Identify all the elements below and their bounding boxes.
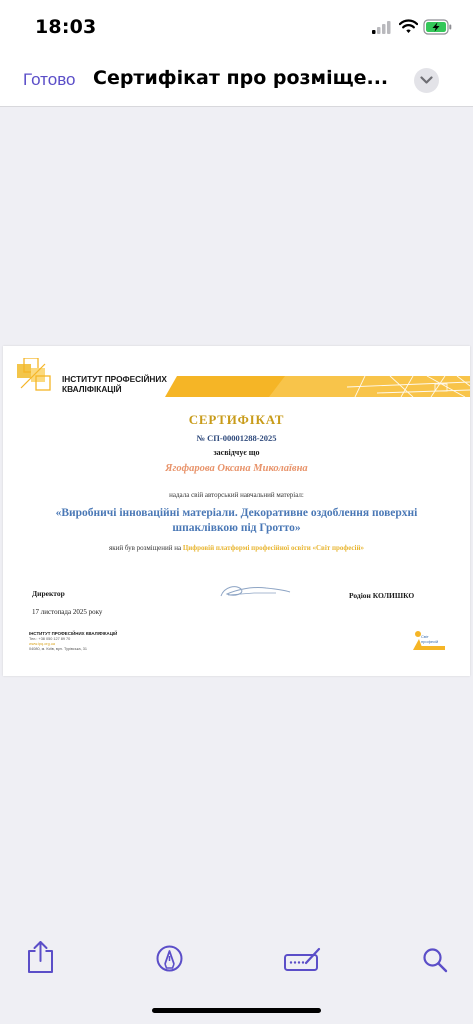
share-icon [27, 940, 54, 974]
certificate-number: № СП-00001288-2025 [196, 433, 277, 443]
signature-icon [284, 947, 321, 972]
share-button[interactable] [27, 940, 54, 979]
platform-logo-text: Світ професій [421, 634, 439, 644]
footer-institute-name: ІНСТИТУТ ПРОФЕСІЙНИХ КВАЛІФІКАЦІЙ [29, 631, 118, 636]
certifies-text: засвідчує що [213, 448, 260, 457]
placement-text [3, 544, 470, 552]
institute-name: ІНСТИТУТ ПРОФЕСІЙНИХ КВАЛІФІКАЦІЙ [62, 374, 167, 394]
done-button[interactable]: Готово [23, 70, 76, 89]
recipient-name: Ягофарова Оксана Миколаївна [165, 463, 308, 474]
director-signature [218, 580, 293, 602]
status-time: 18:03 [35, 16, 97, 38]
footer-website: www.ipq.org.ua [29, 642, 55, 646]
search-icon [422, 947, 448, 973]
certificate-date: 17 листопада 2025 року [32, 608, 103, 616]
footer-phone: Тел.: +38 050 127 89 70 [29, 637, 71, 641]
director-name: Родіон КОЛИШКО [349, 591, 415, 600]
certificate-page [3, 346, 470, 676]
title-menu-button[interactable] [414, 68, 439, 93]
director-label: Директор [32, 589, 65, 598]
provided-text: надала свій авторський навчальний матеріал: [169, 491, 304, 499]
markup-button[interactable] [156, 945, 183, 977]
markup-pen-icon [156, 945, 183, 972]
certificate-heading: СЕРТИФІКАТ [188, 412, 285, 427]
material-title: «Виробничі інноваційні матеріали. Декоративне оздоблення поверхні шпаклівкою під Гротто» [55, 507, 418, 534]
institute-logo-icon [15, 358, 61, 394]
header-banner [165, 373, 470, 397]
cellular-signal-icon [372, 21, 392, 39]
wifi-icon [399, 19, 418, 39]
document-title[interactable]: Сертифікат про розміще... [93, 67, 389, 89]
platform-name: Цифровій платформі професійної освіти «Світ професій» [182, 544, 365, 552]
status-bar [0, 0, 473, 54]
nav-bar [0, 54, 473, 107]
footer-address: 04080, м. Київ, вул. Турівська, 31 [29, 647, 87, 651]
search-button[interactable] [422, 947, 448, 978]
chevron-down-icon [420, 76, 433, 85]
home-indicator[interactable] [152, 1008, 321, 1013]
placement-prefix: який був розміщений на [108, 544, 183, 552]
signature-button[interactable] [284, 947, 321, 977]
battery-charging-icon [423, 19, 453, 40]
